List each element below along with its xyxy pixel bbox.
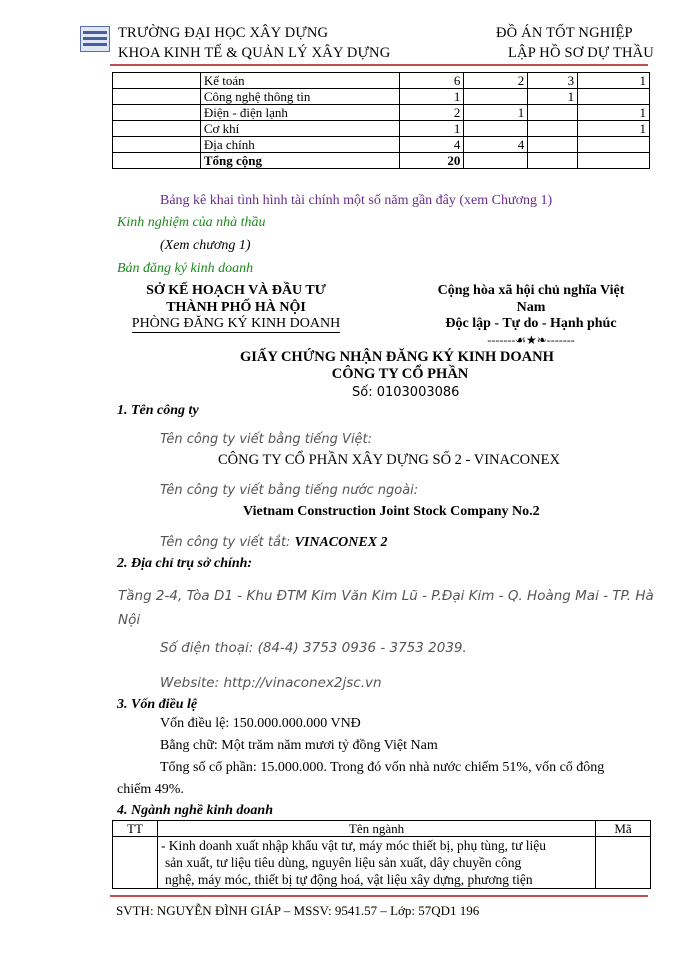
phone-number: Số điện thoại: (84-4) 3753 0936 - 3753 2039.	[160, 640, 467, 656]
nation-line: Cộng hòa xã hội chủ nghĩa Việt	[437, 283, 625, 298]
footer-student-info: SVTH: NGUYỄN ĐÌNH GIÁP – MSSV: 9541.57 – Lớp: 57QD1 196	[116, 903, 480, 918]
table-cell	[578, 89, 650, 105]
business-description	[157, 837, 595, 889]
short-name-value: VINACONEX 2	[294, 535, 388, 550]
footer-rule	[110, 895, 648, 897]
table-row	[113, 89, 650, 105]
header-name: Tên ngành	[157, 821, 595, 837]
certificate-nation	[420, 282, 642, 316]
vn-company-name: CÔNG TY CỔ PHẦN XÂY DỰNG SỐ 2 - VINACONEX	[218, 452, 560, 468]
website: Website: http://vinaconex2jsc.vn	[160, 675, 382, 691]
finance-statement-line: Bảng kê khai tình hình tài chính một số năm gần đây (xem Chương 1)	[160, 193, 553, 208]
header-project: ĐỒ ÁN TỐT NGHIỆP	[496, 25, 633, 41]
shares-line: chiếm 49%.	[117, 782, 184, 797]
table-cell: Cơ khí	[200, 121, 400, 137]
description-line: nghệ, máy móc, thiết bị tự động hoá, vật liệu xây dựng, phương tiện	[164, 872, 533, 887]
table-cell: 1	[528, 89, 578, 105]
address-line: Tầng 2-4, Tòa D1 - Khu ĐTM Kim Văn Kim Lũ - P.Đại Kim - Q. Hoàng Mai - TP. Hà	[118, 588, 654, 604]
section-3-title: 3. Vốn điều lệ	[117, 697, 198, 712]
certificate-number: Số: 0103003086	[352, 385, 460, 400]
address-line: Nội	[118, 612, 141, 628]
table-cell: 4	[464, 137, 528, 153]
table-cell	[464, 121, 528, 137]
table-cell: Điện - điện lạnh	[200, 105, 400, 121]
org-line: THÀNH PHỐ HÀ NỘI	[166, 300, 306, 315]
table-cell	[578, 137, 650, 153]
vn-name-label: Tên công ty viết bằng tiếng Việt:	[160, 432, 373, 447]
foreign-name-label: Tên công ty viết bằng tiếng nước ngoài:	[160, 483, 419, 498]
table-cell: 2	[464, 73, 528, 89]
table-cell	[464, 89, 528, 105]
table-cell	[528, 137, 578, 153]
certificate-department	[112, 316, 360, 332]
table-row	[113, 137, 650, 153]
capital-in-words: Bằng chữ: Một trăm năm mươi tỷ đồng Việt Nam	[160, 738, 438, 753]
registration-title: Bản đăng ký kinh doanh	[117, 261, 254, 276]
experience-title: Kinh nghiệm của nhà thầu	[117, 215, 266, 230]
section-2-title: 2. Địa chỉ trụ sở chính:	[117, 556, 253, 571]
table-cell: 3	[528, 73, 578, 89]
table-cell: 20	[400, 153, 464, 169]
header-rule	[110, 64, 648, 66]
table-cell	[578, 153, 650, 169]
table-cell: 1	[464, 105, 528, 121]
header-university: TRƯỜNG ĐẠI HỌC XÂY DỰNG	[118, 25, 329, 41]
header-code: Mã	[596, 821, 651, 837]
experience-ref: (Xem chương 1)	[160, 238, 251, 253]
address-block	[118, 584, 658, 632]
table-cell: 2	[400, 105, 464, 121]
table-row	[113, 837, 651, 889]
short-name-label: Tên công ty viết tắt:	[160, 535, 295, 550]
table-cell	[528, 153, 578, 169]
ornament-divider: -------☙★❧-------	[487, 333, 575, 347]
title-line: GIẤY CHỨNG NHẬN ĐĂNG KÝ KINH DOANH	[240, 349, 554, 365]
title-line: CÔNG TY CỔ PHẦN	[331, 366, 469, 382]
table-row	[113, 121, 650, 137]
header-tt: TT	[113, 821, 158, 837]
shares-block	[117, 757, 652, 801]
table-cell: Tổng cộng	[200, 153, 400, 169]
charter-capital: Vốn điều lệ: 150.000.000.000 VNĐ	[160, 716, 361, 731]
department-name: PHÒNG ĐĂNG KÝ KINH DOANH	[131, 316, 341, 331]
section-1-title: 1. Tên công ty	[117, 403, 199, 418]
table-cell	[528, 121, 578, 137]
table-row-total	[113, 153, 650, 169]
table-cell: Kế toán	[200, 73, 400, 89]
table-row	[113, 73, 650, 89]
table-cell: 1	[578, 73, 650, 89]
nation-line: Nam	[516, 300, 546, 315]
table-cell: Địa chính	[200, 137, 400, 153]
header-faculty: KHOA KINH TẾ & QUẢN LÝ XÂY DỰNG	[118, 45, 391, 61]
shares-line: Tổng số cổ phần: 15.000.000. Trong đó vốn nhà nước chiếm 51%, vốn cổ đông	[160, 760, 605, 775]
university-logo-icon	[80, 26, 110, 52]
table-row	[113, 105, 650, 121]
section-4-title: 4. Ngành nghề kinh doanh	[117, 803, 274, 818]
table-cell: Công nghệ thông tin	[200, 89, 400, 105]
foreign-company-name: Vietnam Construction Joint Stock Company No.2	[243, 504, 540, 519]
table-cell: 4	[400, 137, 464, 153]
description-line: sản xuất, tư liệu tiêu dùng, nguyên liệu sản xuất, dây chuyền công	[164, 855, 522, 870]
table-cell: 1	[578, 105, 650, 121]
table-cell	[528, 105, 578, 121]
table-cell: 1	[578, 121, 650, 137]
table-cell	[464, 153, 528, 169]
certificate-org	[112, 282, 360, 316]
staff-table	[112, 72, 650, 169]
certificate-title	[0, 349, 700, 383]
short-name-row	[160, 533, 388, 551]
table-header-row	[113, 821, 651, 837]
certificate-motto: Độc lập - Tự do - Hạnh phúc	[445, 316, 617, 331]
table-cell: 1	[400, 121, 464, 137]
org-line: SỞ KẾ HOẠCH VÀ ĐẦU TƯ	[146, 283, 326, 298]
table-cell: 6	[400, 73, 464, 89]
header-subject: LẬP HỒ SƠ DỰ THẦU	[508, 45, 654, 61]
table-cell: 1	[400, 89, 464, 105]
business-table	[112, 820, 651, 889]
description-line: - Kinh doanh xuất nhập khẩu vật tư, máy móc thiết bị, phụ tùng, tư liệu	[160, 838, 547, 853]
